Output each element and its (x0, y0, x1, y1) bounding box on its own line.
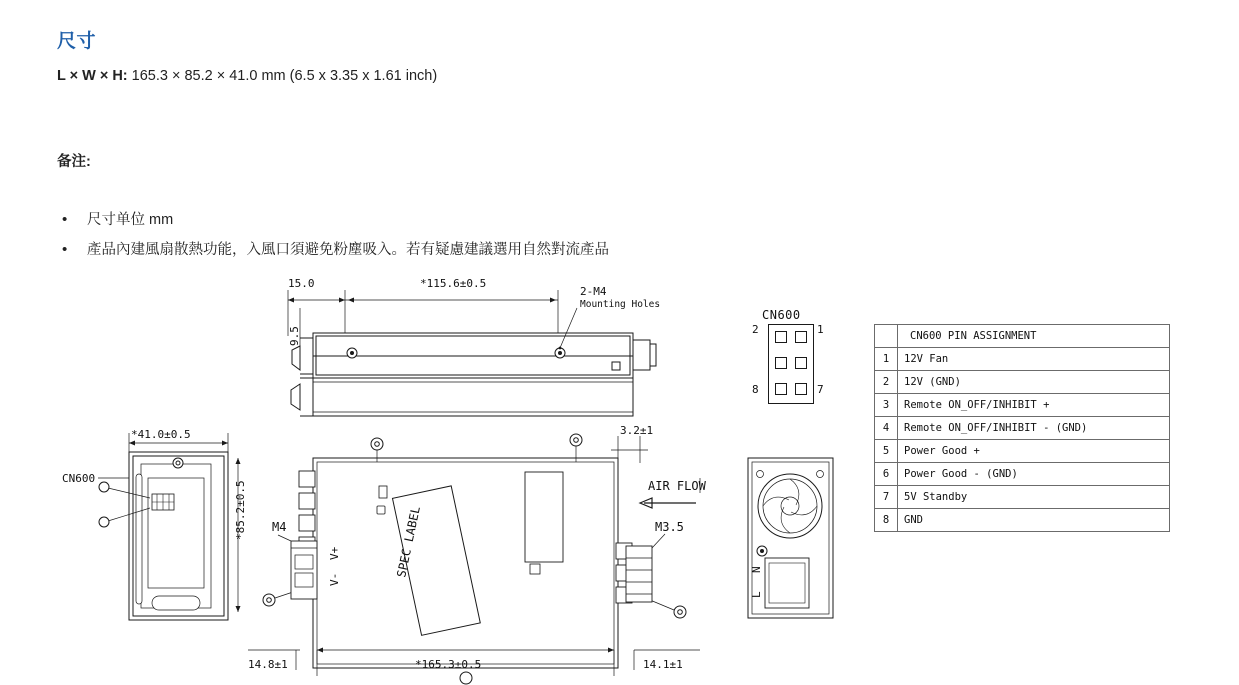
front-view-dim-bottom-left: 14.8±1 (248, 658, 288, 671)
rear-terminal-l: L (750, 591, 763, 598)
front-view-dim-bottom-center: *165.3±0.5 (415, 658, 482, 671)
table-row (875, 348, 1170, 371)
note-text: 尺寸单位 mm (87, 212, 174, 228)
cn600-pin-top-right: 1 (817, 323, 824, 336)
pin-assignment-table (874, 324, 1170, 532)
table-row (875, 371, 1170, 394)
mounting-note-line1: 2-M4 (580, 285, 607, 298)
cn600-connector-title: CN600 (762, 308, 801, 322)
cn600-pin-bottom-left: 8 (752, 383, 759, 396)
cn600-pin-bottom-right: 7 (817, 383, 824, 396)
list-item (57, 205, 957, 235)
page-title: 尺寸 (57, 31, 97, 52)
pin-table-header: CN600 PIN ASSIGNMENT (898, 325, 1170, 348)
mechanical-drawing (0, 278, 1239, 685)
table-row (875, 463, 1170, 486)
table-row (875, 417, 1170, 440)
pin-number: 8 (875, 509, 898, 532)
table-row (875, 509, 1170, 532)
pin-number: 7 (875, 486, 898, 509)
front-view-dim-bottom-right: 14.1±1 (643, 658, 683, 671)
notes-title: 备注: (57, 154, 91, 170)
pin-assignment: 12V (GND) (898, 371, 1170, 394)
screw-right-label: M3.5 (655, 520, 684, 534)
cn600-pin-top-left: 2 (752, 323, 759, 336)
list-item (57, 235, 957, 265)
pin-table-body (875, 325, 1170, 532)
top-view-dim-vertical: 9.5 (288, 326, 301, 346)
pin-assignment: Remote ON_OFF/INHIBIT + (898, 394, 1170, 417)
note-text: 產品內建風扇散熱功能，入風口須避免粉塵吸入。若有疑慮建議選用自然對流產品 (87, 242, 609, 258)
pin-number: 5 (875, 440, 898, 463)
notes-list (57, 205, 957, 265)
pin-assignment: 12V Fan (898, 348, 1170, 371)
terminal-plus-label: V+ (328, 546, 341, 560)
pin-assignment: GND (898, 509, 1170, 532)
dimension-line (57, 68, 437, 84)
air-flow-label: AIR FLOW (648, 479, 706, 493)
top-view-dim-center: *115.6±0.5 (420, 278, 487, 290)
pin-number: 2 (875, 371, 898, 394)
pin-number: 3 (875, 394, 898, 417)
pin-assignment: 5V Standby (898, 486, 1170, 509)
top-view-dim-left: 15.0 (288, 278, 315, 290)
pin-assignment: Remote ON_OFF/INHIBIT - (GND) (898, 417, 1170, 440)
pin-number: 1 (875, 348, 898, 371)
side-view-dim-height: *85.2±0.5 (234, 480, 247, 540)
table-row (875, 486, 1170, 509)
front-view-dim-top-right: 3.2±1 (620, 424, 654, 437)
rear-terminal-n: N (750, 566, 763, 573)
dimension-label: L × W × H: (57, 68, 128, 84)
pin-number: 6 (875, 463, 898, 486)
table-row (875, 440, 1170, 463)
table-row (875, 325, 1170, 348)
side-view-dim-width: *41.0±0.5 (131, 428, 191, 441)
terminal-minus-label: V- (328, 572, 341, 586)
cn600-connector-body (768, 324, 814, 404)
pin-assignment: Power Good - (GND) (898, 463, 1170, 486)
pin-assignment: Power Good + (898, 440, 1170, 463)
side-view-cn600-label: CN600 (62, 472, 96, 485)
spec-label-text: SPEC LABEL (394, 505, 423, 579)
mounting-note-line2: Mounting Holes (580, 299, 661, 310)
dimension-value: 165.3 × 85.2 × 41.0 mm (6.5 x 3.35 x 1.61 inch) (131, 68, 438, 84)
pin-number: 4 (875, 417, 898, 440)
screw-left-label: M4 (272, 520, 287, 534)
pin-header-blank (875, 325, 898, 348)
table-row (875, 394, 1170, 417)
